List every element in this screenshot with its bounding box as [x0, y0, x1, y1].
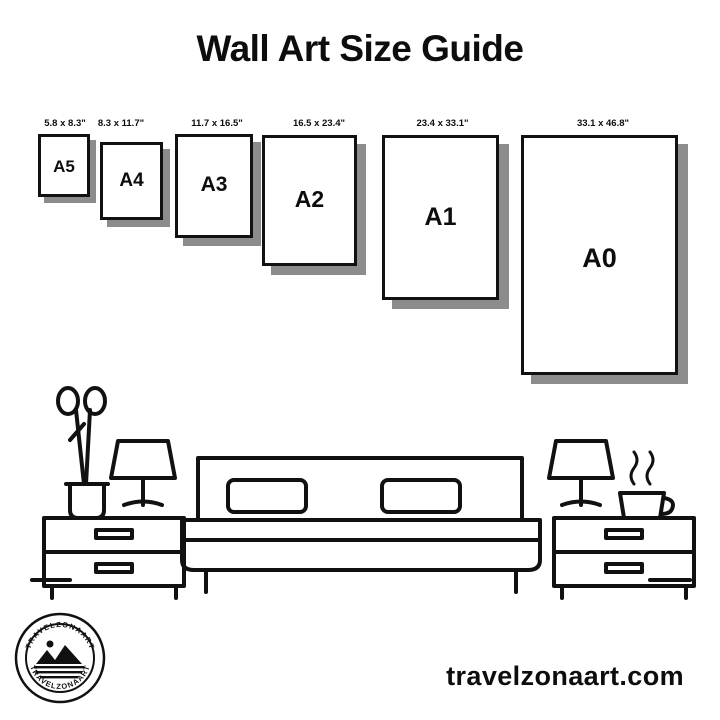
left-table-lamp	[111, 441, 175, 505]
frame-box-a5	[38, 134, 90, 197]
frame-box-a0	[521, 135, 678, 375]
website-url: travelzonaart.com	[446, 661, 684, 691]
frame-label-a2: A2	[294, 186, 325, 212]
coffee-cup	[620, 452, 673, 518]
right-nightstand	[554, 518, 694, 598]
frame-label-a5: A5	[53, 157, 75, 176]
frame-dimension-a5: 5.8 x 8.3"	[44, 118, 86, 129]
frame-dimension-a2: 16.5 x 23.4"	[292, 118, 346, 129]
frame-dimension-a3: 11.7 x 16.5"	[191, 118, 243, 129]
frame-box-a1	[382, 135, 499, 300]
svg-text:TRAVELZONAART	[24, 620, 97, 651]
frame-dimension-a1: 23.4 x 33.1"	[416, 118, 469, 129]
logo-text-bottom: TRAVELZONAART	[28, 663, 92, 692]
frame-dimension-a0: 33.1 x 46.8"	[576, 118, 630, 129]
bed	[182, 458, 540, 592]
frame-label-a3: A3	[200, 173, 228, 196]
left-nightstand	[44, 518, 184, 598]
frame-label-a0: A0	[582, 243, 617, 273]
brand-logo	[14, 612, 106, 704]
frame-label-a4: A4	[119, 170, 144, 191]
frame-box-a2	[262, 135, 357, 266]
logo-text-top: TRAVELZONAART	[23, 619, 97, 651]
frame-box-a4	[100, 142, 163, 220]
bedroom-scene	[0, 380, 720, 610]
right-table-lamp	[549, 441, 613, 505]
page-title: Wall Art Size Guide	[196, 28, 524, 69]
frame-box-a3	[175, 134, 253, 238]
frame-dimension-a4: 8.3 x 11.7"	[97, 118, 145, 129]
vase-with-flowers	[58, 388, 108, 518]
frame-label-a1: A1	[424, 203, 457, 231]
